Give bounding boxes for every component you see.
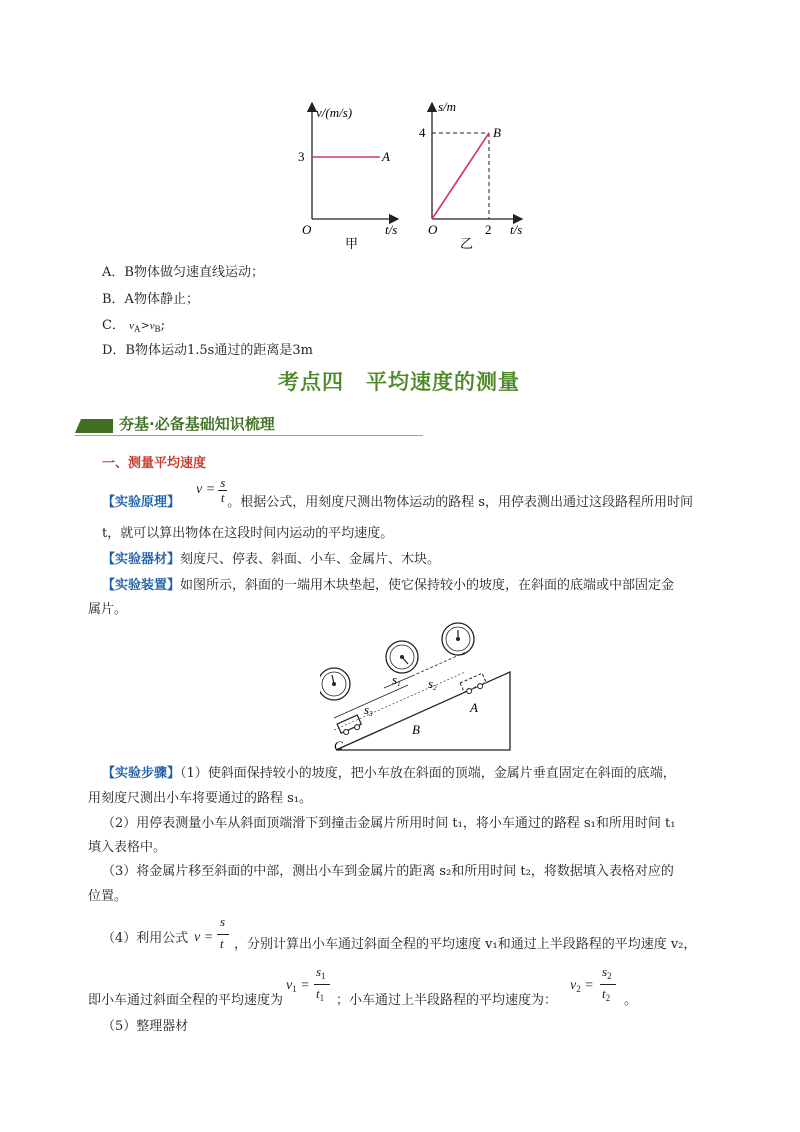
step4-text: ，分别计算出小车通过斜面全程的平均速度 v₁和通过上半段路程的平均速度 v₂， <box>234 937 697 952</box>
step4-line2-b: ；小车通过上半段路程的平均速度为： <box>336 993 558 1008</box>
point-label: B <box>493 125 501 140</box>
stopwatch-icon <box>320 668 350 700</box>
setup-label: 【实验装置】 <box>102 578 181 593</box>
option-c-gt: > <box>140 319 150 332</box>
option-d: D．B物体运动1.5s通过的距离是3m <box>102 343 313 358</box>
setup-line2: 属片。 <box>88 602 128 617</box>
label-s1: s1 <box>392 672 401 688</box>
banner <box>75 411 425 437</box>
origin-label: O <box>428 222 438 237</box>
principle-text1: 。根据公式，用刻度尺测出物体运动的路程 s，用停表测出通过这段路程所用时间 <box>227 495 694 510</box>
cart-icon <box>337 715 363 736</box>
stopwatch-icon <box>386 641 418 673</box>
equipment-text: 刻度尺、停表、斜面、小车、金属片、木块。 <box>180 552 441 567</box>
equipment-label: 【实验器材】 <box>102 552 181 567</box>
y-axis-label: v/(m/s) <box>316 105 353 120</box>
option-c-suffix: ; <box>160 318 165 333</box>
principle-label: 【实验原理】 <box>102 495 181 510</box>
step3-line1: （3）将金属片移至斜面的中部，测出小车到金属片的距离 s₂和所用时间 t₂，将数据填入表格对应的 <box>102 864 674 879</box>
line-label: A <box>382 149 390 164</box>
heading-measure-average-speed: 一、测量平均速度 <box>102 456 207 471</box>
principle-line1 <box>102 475 694 520</box>
x-axis-label: t/s <box>510 222 523 237</box>
principle-formula: v = $\frac{s}{t}$ <box>196 475 226 505</box>
label-s3: s3 <box>364 702 373 718</box>
dimension-s2 <box>412 652 466 676</box>
step2-line1: （2）用停表测量小车从斜面顶端滑下到撞击金属片所用时间 t₁，将小车通过的路程 s₁和所用时间 t₁ <box>102 816 676 831</box>
x-tick-label: 2 <box>485 222 492 237</box>
option-a: A．B物体做匀速直线运动； <box>102 265 264 280</box>
option-c-prefix: C． <box>102 318 125 333</box>
setup-text1: 如图所示，斜面的一端用木块垫起，使它保持较小的坡度，在斜面的底端或中部固定金 <box>180 578 675 593</box>
graph-jia <box>290 95 410 255</box>
origin-label: O <box>302 222 312 237</box>
x-axis-label: t/s <box>385 222 398 237</box>
step1-line2: 用刻度尺测出小车将要通过的路程 s₁。 <box>88 791 313 806</box>
step2-line2: 填入表格中。 <box>88 840 167 855</box>
stopwatch-icon <box>442 623 474 655</box>
v2-formula: $v_2$ = $s_2$ $t_2$ <box>570 964 626 1012</box>
y-tick-label: 4 <box>419 125 426 140</box>
step5: （5）整理器材 <box>102 1019 189 1034</box>
step4-line2-a: 即小车通过斜面全程的平均速度为 <box>88 993 284 1008</box>
v1-formula: $v_1$ = $s_1$ $t_1$ <box>286 964 338 1012</box>
label-b: B <box>412 722 420 737</box>
label-c: C <box>334 738 343 753</box>
equipment-line <box>102 551 440 569</box>
incline-figure <box>320 622 520 757</box>
banner-bar-icon <box>75 419 113 433</box>
label-a: A <box>470 700 478 715</box>
steps-label: 【实验步骤】 <box>102 766 181 781</box>
step4-line1 <box>102 930 188 948</box>
banner-underline <box>75 435 423 436</box>
y-tick-label: 3 <box>298 149 305 164</box>
label-s2: s2 <box>428 676 437 692</box>
option-c-va: $v_A$ <box>129 320 141 334</box>
section-title: 考点四 平均速度的测量 <box>278 370 520 394</box>
step1-text1: （1）使斜面保持较小的坡度，把小车放在斜面的顶端，金属片垂直固定在斜面的底端， <box>180 766 676 781</box>
graph-yi <box>410 95 535 255</box>
banner-title: 夯基·必备基础知识梳理 <box>119 415 275 433</box>
step1-line1 <box>102 765 676 783</box>
step3-line2: 位置。 <box>88 889 128 904</box>
graph-line-b <box>432 133 489 219</box>
y-axis-label: s/m <box>438 99 457 114</box>
graph-caption: 乙 <box>460 236 474 251</box>
option-b: B．A物体静止； <box>102 292 199 307</box>
setup-line1 <box>102 577 674 595</box>
step4-prefix: （4）利用公式 <box>102 931 189 946</box>
principle-line2: t，就可以算出物体在这段时间内运动的平均速度。 <box>102 526 394 541</box>
step4-end: 。 <box>624 993 638 1008</box>
graph-caption: 甲 <box>345 236 359 251</box>
option-c-vb: $v_B$ <box>149 320 161 334</box>
option-c <box>102 317 165 338</box>
